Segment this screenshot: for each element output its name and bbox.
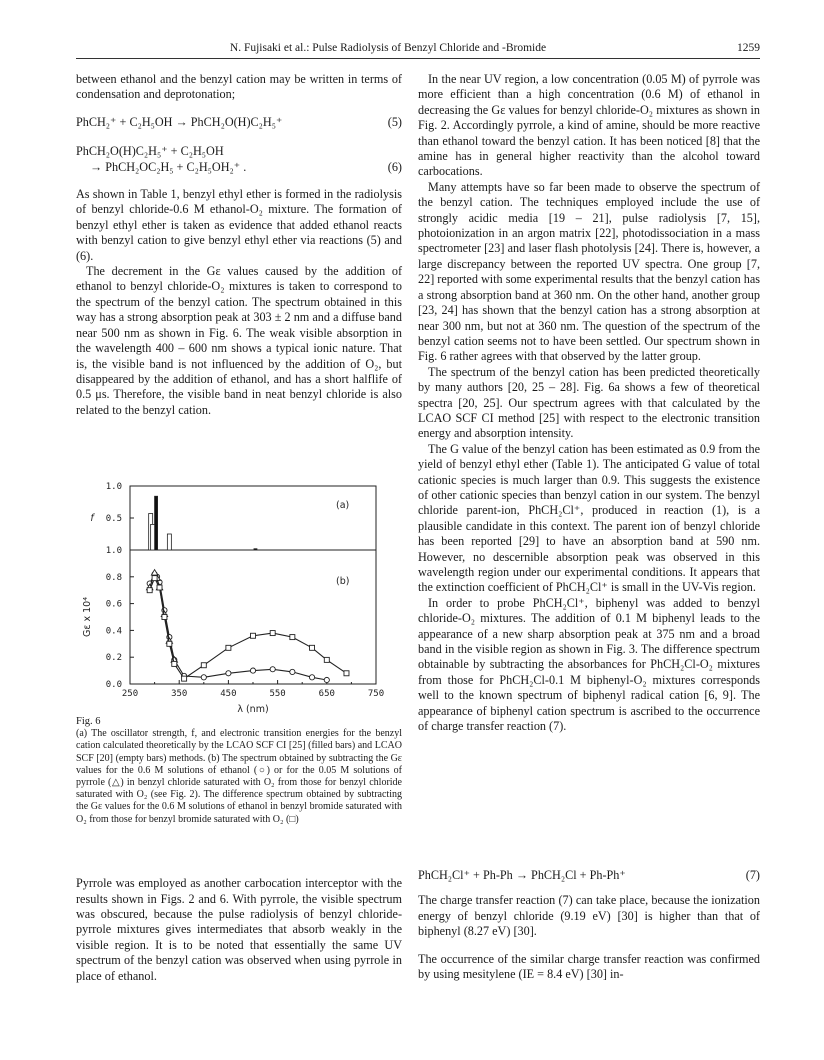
bottom-left-paragraph — [76, 864, 402, 996]
series-line-square — [150, 576, 350, 679]
data-point-square — [201, 663, 206, 668]
panel-b-ytick-label: 0.6 — [105, 599, 122, 610]
panel-b-ytick-label: 0.0 — [105, 680, 122, 690]
bottom-right-block — [418, 864, 760, 995]
data-point-circle — [201, 675, 206, 680]
panel-b-ytick-label: 0.8 — [105, 572, 122, 583]
figure-6 — [76, 478, 402, 716]
left-column — [76, 72, 402, 418]
right-paragraph-5: In order to probe PhCH₂Cl⁺, biphenyl was added to benzyl chloride-O₂ mixtures. The addition of 0.1 M biphenyl leads to the appearance of a new sharp absorption peak at 375 nm and a broad band in the visible region as shown in Fig. 3. The difference spectrum obtainable by subtracting the absorbances for PhCH₂Cl-O₂ mixtures from those for PhCH₂Cl-0.1 M biphenyl-O₂ mixtures corresponds well to the known spectrum of biphenyl radical cation [6, 9]. The appearance of biphenyl cation spectrum is ascribed to the occurrence of charge transfer reaction (7). — [418, 595, 760, 734]
data-point-circle — [250, 668, 255, 673]
panel-a-ytick-label: 0.5 — [105, 514, 122, 524]
data-point-square — [162, 615, 167, 620]
equation-6 — [76, 144, 402, 175]
data-point-square — [167, 641, 172, 646]
data-point-circle — [309, 675, 314, 680]
right-paragraph-4: The G value of the benzyl cation has been estimated as 0.9 from the yield of benzyl ethyl ether (Table 1). The anticipated G value of total cationic species is much larger than 0.9. This suggests the existence of other cationic species than benzyl cation in our system. The benzyl chloride parent-ion, PhCH₂Cl⁺, produced in reaction (1), is a plausible candidate in this context. The parent ion of benzyl chloride has been reported [29] to have an absorption band at 590 nm. However, no descernible absorption peak was observed in this wavelength region under our experimental conditions. It appears that the extinction coefficient of PhCH₂Cl⁺ is small in the UV-Vis region. — [418, 441, 760, 595]
left-paragraph-2: As shown in Table 1, benzyl ethyl ether is formed in the radiolysis of benzyl chloride-0.6 M ethanol-O₂ mixture. The formation of benzyl ethyl ether is taken as evidence that added ethanol reacts with benzyl cation to give benzyl ethyl ether via reactions (5) and (6). — [76, 187, 402, 263]
running-title: N. Fujisaki et al.: Pulse Radiolysis of Benzyl Chloride and -Bromide — [229, 42, 547, 54]
x-tick-label: 650 — [318, 689, 335, 699]
right-paragraph-2: Many attempts have so far been made to observe the spectrum of the benzyl cation. The techniques employed include the use of strongly acidic media [19 – 21], pulse radiolysis [7, 15], photoionization in an argon matrix [22], photodissociation in a mass spectrometer [23] and laser flash photolysis [24]. There is, however, a large discrepancy between the reported UV spectra. One group [7, 22] reported with some experimental results that the benzyl cation has a strong absorption band at 360 nm. On the other hand, another group [23, 24] has shown that the benzyl cation has a strong absorption at near 300 nm, but not at 360 nm. The question of the spectrum of the benzyl cation seems not to have been settled. Our spectrum shown in Fig. 6 rather agrees with that observed by the latter group. — [418, 179, 760, 364]
panel-b-ytick-label: 0.2 — [105, 653, 122, 664]
panel-a-ytick-label: 1.0 — [105, 482, 122, 492]
right-paragraph-1: In the near UV region, a low concentration (0.05 M) of pyrrole was more efficient than a high concentration (0.6 M) of ethanol in decreasing the Gε values for benzyl chloride-O₂ mixtures as shown in Fig. 2. Accordingly pyrrole, a kind of amine, should be more reactive than ethanol toward the benzyl cation. It has been noticed [8] that the amine has in general higher reactivity than the alcohol toward carbocations. — [418, 72, 760, 179]
equation-5 — [76, 115, 402, 130]
data-point-square — [182, 676, 187, 681]
equation-7-number: (7) — [745, 868, 760, 882]
caption-text: (a) The oscillator strength, f, and electronic transition energies for the benzyl cation calculated theoretically by the LCAO SCF CI [25] (filled bars) and LCAO SCF [20] (empty bars) methods. (b) The spectrum obtained by subtracting the Gε values for the 0.6 M solutions of ethanol (○) or for the 0.05 M solutions of pyrrole (△) in benzyl chloride saturated with O₂ from those for benzyl chloride saturated with O₂ (see Fig. 2). The difference spectrum obtained by subtracting the Gε values for the 0.6 M solutions of ethanol in benzyl bromide saturated with O₂ from those for benzyl bromide saturated with O₂ (□) — [76, 728, 402, 825]
x-tick-label: 750 — [367, 689, 385, 699]
data-point-square — [344, 671, 349, 676]
caption-label: Fig. 6 — [76, 716, 101, 727]
equation-7-body: PhCH₂Cl⁺ + Ph-Ph → PhCH₂Cl + Ph-Ph⁺ — [418, 868, 626, 882]
x-axis-label: λ (nm) — [237, 704, 269, 715]
right-column — [418, 72, 760, 734]
x-tick-label: 550 — [269, 689, 286, 699]
data-point-square — [147, 588, 152, 593]
data-point-square — [226, 645, 231, 650]
panel-b-label: (b) — [336, 576, 350, 587]
x-tick-label: 450 — [220, 689, 237, 699]
running-head — [76, 42, 760, 59]
bottom-right-paragraph-2: The occurrence of the similar charge transfer reaction was confirmed by using mesitylene (IE = 8.4 eV) [30] in- — [418, 951, 760, 982]
data-point-square — [157, 585, 162, 590]
data-point-square — [310, 645, 315, 650]
figure-6-caption — [76, 716, 402, 826]
data-point-square — [152, 576, 157, 581]
panel-a-label: (a) — [336, 500, 350, 511]
data-point-circle — [270, 667, 275, 672]
panel-b-ylabel: Gε x 10⁴ — [82, 596, 93, 638]
panel-a-frame — [130, 486, 376, 550]
empty-bar — [151, 524, 155, 550]
pyrrole-paragraph: Pyrrole was employed as another carbocation interceptor with the results shown in Figs. 2 and 6. With pyrrole, the visible spectrum was obscured, because the pulse radiolysis of benzyl chloride-pyrrole mixtures gives intermediates that absorb weakly in the visible region. It is to be noted that essentially the same UV spectrum of the benzyl cation was observed when using pyrrole in place of ethanol. — [76, 876, 402, 983]
equation-6-number: (6) — [387, 160, 402, 175]
equation-7 — [418, 868, 760, 883]
right-paragraph-3: The spectrum of the benzyl cation has been predicted theoretically by many authors [20, 25 – 28]. Fig. 6a shows a few of theoretical spectra [20, 25]. Our spectrum agrees with that calculated by the LCAO SCF CI method [25] with respect to the electronic transition energy and absorption intensity. — [418, 364, 760, 441]
equation-6-line-1: PhCH₂O(H)C₂H₅⁺ + C₂H₅OH — [76, 144, 224, 159]
data-point-square — [270, 631, 275, 636]
panel-b-ytick-label: 0.4 — [105, 626, 122, 637]
panel-a-ylabel: f — [90, 513, 94, 524]
bottom-right-paragraph-1: The charge transfer reaction (7) can take place, because the ionization energy of benzyl chloride (9.19 eV) [30] is higher than that of biphenyl (8.27 eV) [30]. — [418, 893, 760, 939]
equation-5-number: (5) — [387, 114, 402, 129]
data-point-circle — [226, 671, 231, 676]
data-point-circle — [290, 669, 295, 674]
filled-bar — [254, 549, 257, 550]
figure-6-plot — [76, 478, 402, 716]
page-number: 1259 — [737, 42, 760, 54]
data-point-square — [251, 633, 256, 638]
equation-6-line-2: → PhCH₂OC₂H₅ + C₂H₅OH₂⁺ . — [90, 159, 247, 174]
x-tick-label: 350 — [171, 689, 188, 699]
data-point-square — [324, 657, 329, 662]
left-paragraph-3: The decrement in the Gε values caused by the addition of ethanol to benzyl chloride-O₂ mixtures is taken to correspond to the spectrum of the benzyl cation. The spectrum obtained in this way has a strong absorption peak at 303 ± 2 nm and a diffuse band near 500 nm as shown in Fig. 6. The weak visible absorption in the wavelength 400 – 600 nm shows a typical ionic nature. That is, the visible band is not influenced by the addition of O₂, but disappeared by the addition of ethanol, and has a short halflife of 0.5 μs. Therefore, the visible band in neat benzyl chloride is also related to the benzyl cation. — [76, 264, 402, 417]
data-point-square — [290, 635, 295, 640]
empty-bar — [167, 534, 171, 550]
x-tick-label: 250 — [121, 689, 139, 699]
panel-b-ytick-label: 1.0 — [105, 546, 122, 556]
left-paragraph-1: between ethanol and the benzyl cation may be written in terms of condensation and deprotonation; — [76, 72, 402, 102]
data-point-square — [172, 661, 177, 666]
data-point-circle — [324, 677, 329, 682]
equation-5-body: PhCH₂⁺ + C₂H₅OH → PhCH₂O(H)C₂H₅⁺ — [76, 114, 283, 129]
